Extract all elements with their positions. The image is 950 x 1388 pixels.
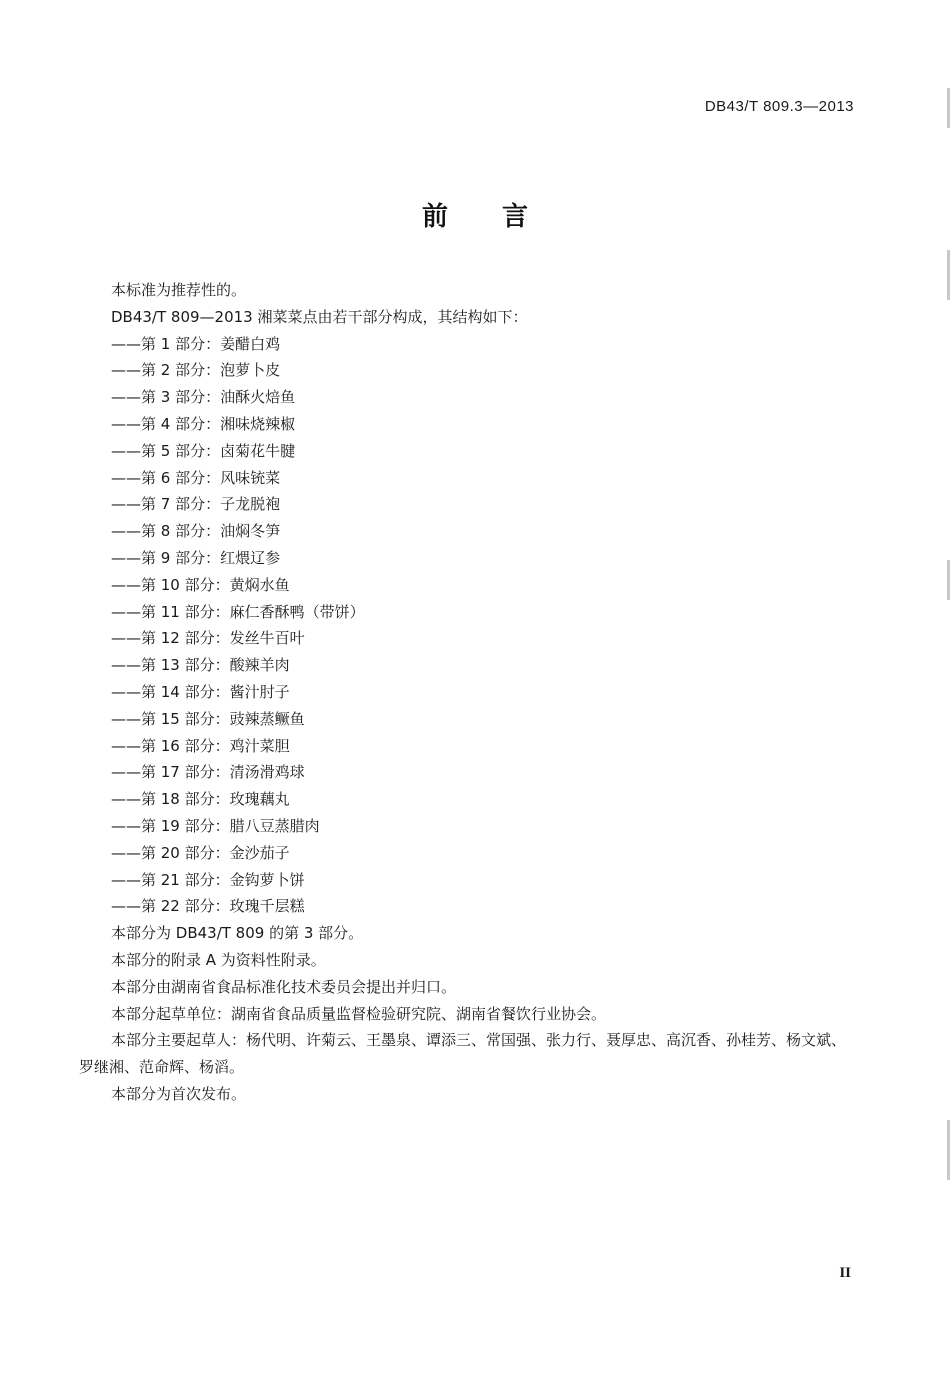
list-item: ——第 16 部分：鸡汁菜胆 (111, 736, 290, 755)
list-item: ——第 1 部分：姜醋白鸡 (111, 334, 281, 353)
closing-proposed-by: 本部分由湖南省食品标准化技术委员会提出并归口。 (111, 977, 457, 996)
document-code: DB43/T 809.3—2013 (704, 98, 854, 115)
list-item: ——第 9 部分：红煨辽参 (111, 548, 281, 567)
closing-first-release: 本部分为首次发布。 (111, 1084, 247, 1103)
list-item: ——第 17 部分：清汤滑鸡球 (111, 763, 305, 782)
list-item: ——第 10 部分：黄焖水鱼 (111, 575, 290, 594)
list-item: ——第 6 部分：风味铳菜 (111, 468, 281, 487)
closing-part-of: 本部分为 DB43/T 809 的第 3 部分。 (111, 924, 364, 943)
list-item: ——第 12 部分：发丝牛百叶 (111, 629, 305, 648)
list-item: ——第 21 部分：金钩萝卜饼 (111, 870, 305, 889)
list-item: ——第 19 部分：腊八豆蒸腊肉 (111, 816, 320, 835)
list-item: ——第 15 部分：豉辣蒸鳜鱼 (111, 709, 305, 728)
list-item: ——第 3 部分：油酥火焙鱼 (111, 388, 296, 407)
intro-line-recommended: 本标准为推荐性的。 (111, 281, 247, 299)
list-item: ——第 22 部分：玫瑰千层糕 (111, 897, 305, 916)
list-item: ——第 13 部分：酸辣羊肉 (111, 656, 290, 675)
list-item: ——第 4 部分：湘味烧辣椒 (111, 414, 296, 433)
list-item: ——第 18 部分：玫瑰藕丸 (111, 790, 290, 809)
list-item: ——第 2 部分：泡萝卜皮 (111, 361, 281, 380)
closing-appendix: 本部分的附录 A 为资料性附录。 (111, 950, 326, 969)
list-item: ——第 8 部分：油焖冬笋 (111, 522, 281, 541)
closing-drafting-units: 本部分起草单位：湖南省食品质量监督检验研究院、湖南省餐饮行业协会。 (111, 1004, 607, 1023)
closing-drafters: 本部分主要起草人：杨代明、许菊云、王墨泉、谭添三、常国强、张力行、聂厚忠、高沉香、孙桂芳、杨文斌、罗继湘、范命辉、杨滔。 (79, 1031, 847, 1077)
list-item: ——第 11 部分：麻仁香酥鸭（带饼） (111, 602, 365, 621)
parts-list (79, 331, 854, 921)
list-item: ——第 14 部分：酱汁肘子 (111, 682, 290, 701)
list-item: ——第 7 部分：子龙脱袍 (111, 495, 281, 514)
list-item: ——第 5 部分：卤菊花牛腱 (111, 441, 296, 460)
intro-line-structure: DB43/T 809—2013 湘菜菜点由若干部分构成，其结构如下： (111, 307, 528, 326)
page-title: 前言 (421, 202, 582, 232)
page-number: II (839, 1265, 851, 1281)
foreword-body (79, 277, 854, 1108)
list-item: ——第 20 部分：金沙茄子 (111, 843, 290, 862)
